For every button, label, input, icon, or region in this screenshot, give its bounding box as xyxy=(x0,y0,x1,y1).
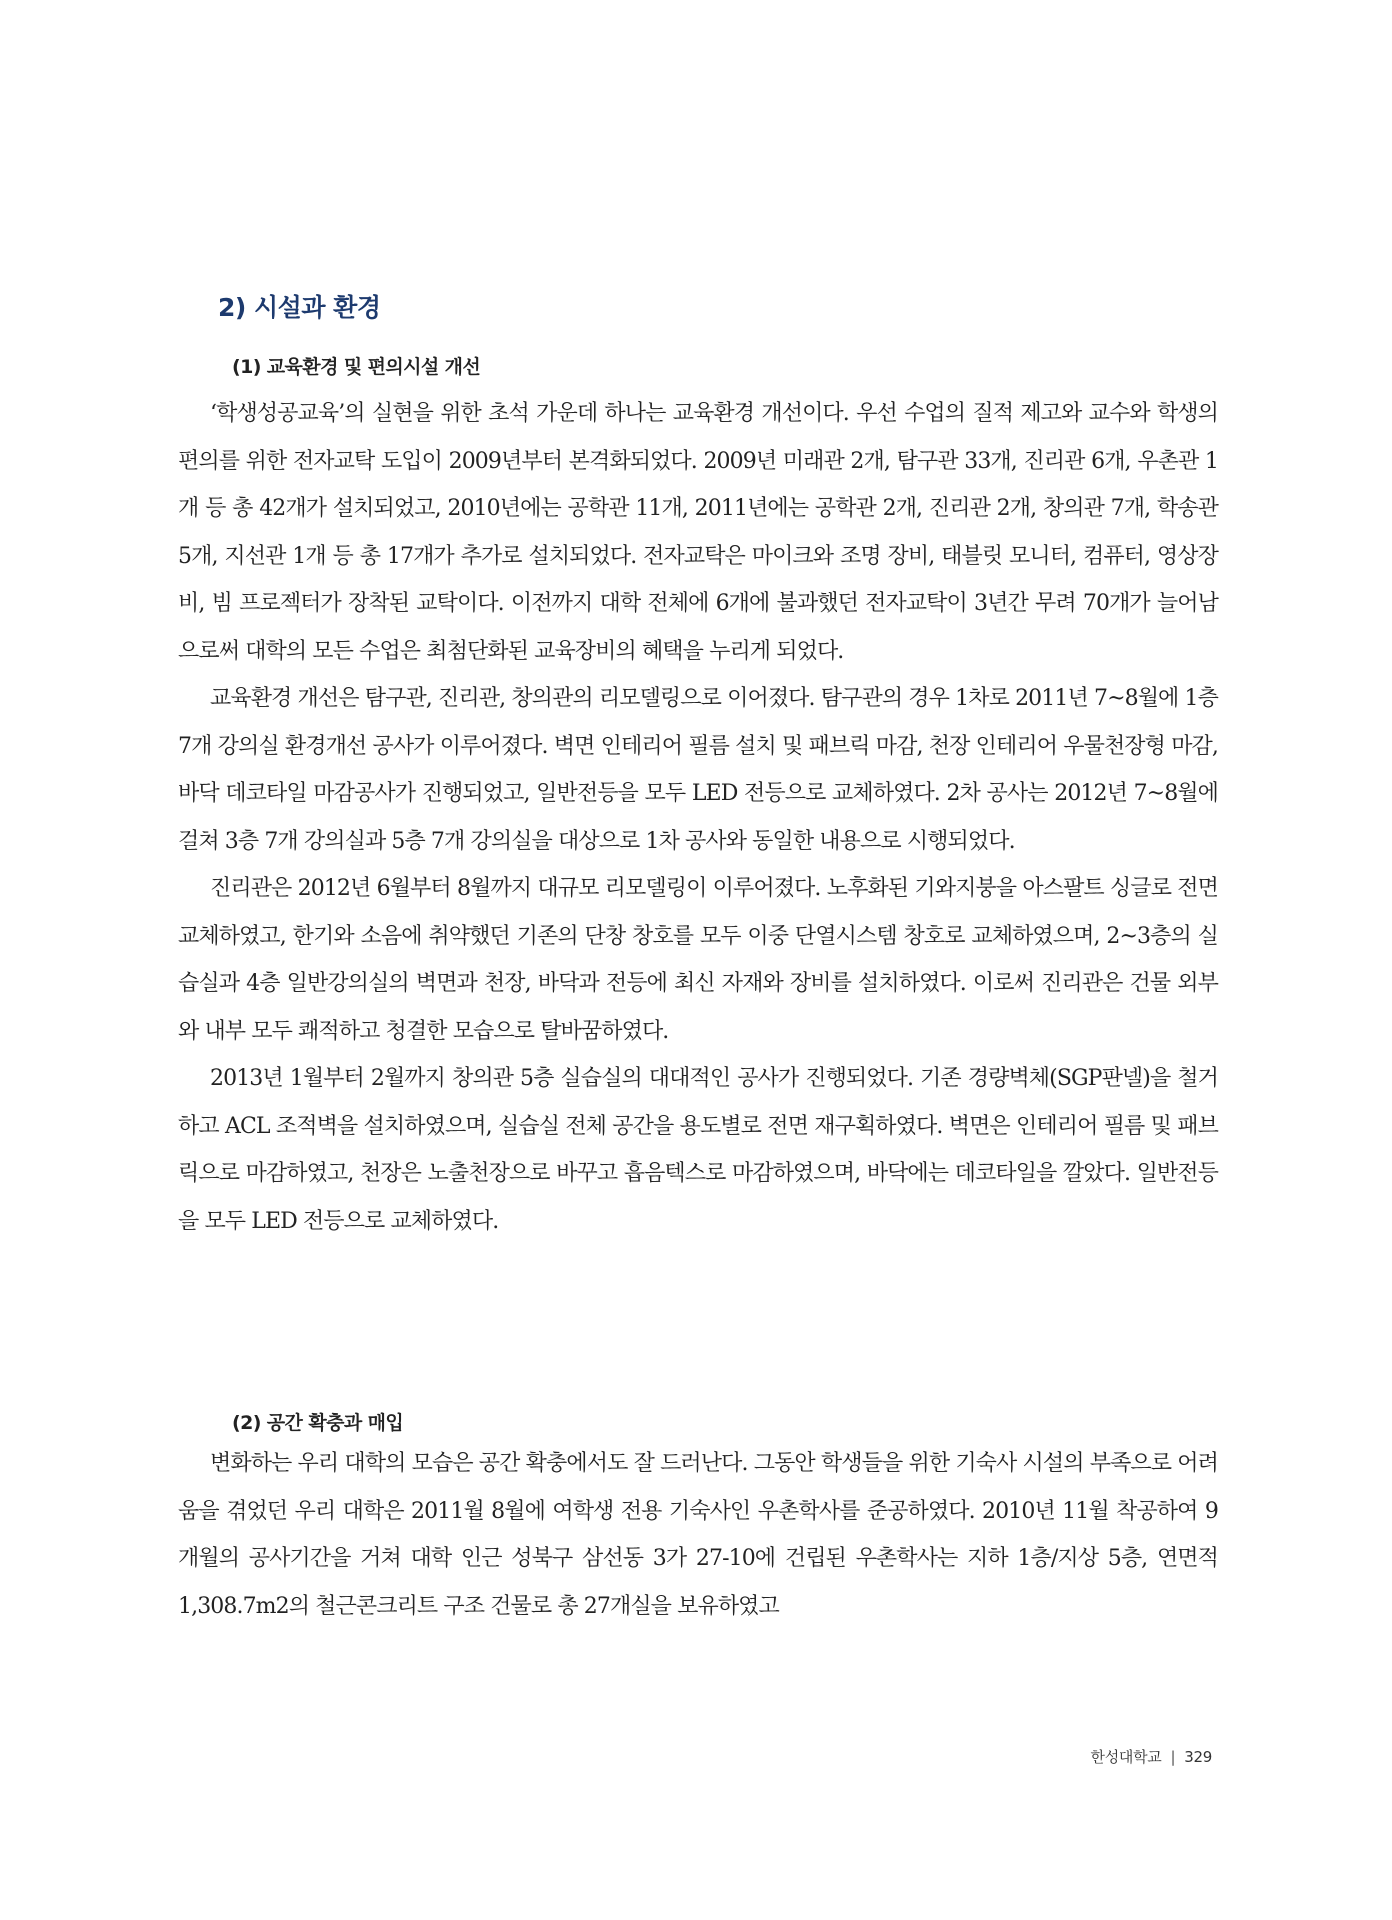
page-number: 329 xyxy=(1184,1748,1212,1766)
paragraph: ‘학생성공교육’의 실현을 위한 초석 가운데 하나는 교육환경 개선이다. 우선 수업의 질적 제고와 교수와 학생의 편의를 위한 전자교탁 도입이 2009년부터 본격화되었다. 2009년 미래관 2개, 탐구관 33개, 진리관 6개, 우촌관 1개 등 총 42개가 설치되었고, 2010년에는 공학관 11개, 2011년에는 공학관 2개, 진리관 2개, 창의관 7개, 학송관 5개, 지선관 1개 등 총 17개가 추가로 설치되었다. 전자교탁은 마이크와 조명 장비, 태블릿 모니터, 컴퓨터, 영상장비, 빔 프로젝터가 장착된 교탁이다. 이전까지 대학 전체에 6개에 불과했던 전자교탁이 3년간 무려 70개가 늘어남으로써 대학의 모든 수업은 최첨단화된 교육장비의 혜택을 누리게 되었다. xyxy=(178,401,1218,664)
subsection-body xyxy=(178,390,1218,1245)
footer-university: 한성대학교 xyxy=(1090,1748,1162,1766)
subsection-title: (2) 공간 확충과 매입 xyxy=(232,1412,404,1434)
subsection-body xyxy=(178,1440,1218,1630)
section-title: 2) 시설과 환경 xyxy=(218,293,381,322)
paragraph: 2013년 1월부터 2월까지 창의관 5층 실습실의 대대적인 공사가 진행되었다. 기존 경량벽체(SGP판넬)을 철거하고 ACL 조적벽을 설치하였으며, 실습실 전체 공간을 용도별로 전면 재구획하였다. 벽면은 인테리어 필름 및 패브릭으로 마감하였고, 천장은 노출천장으로 바꾸고 흡음텍스로 마감하였으며, 바닥에는 데코타일을 깔았다. 일반전등을 모두 LED 전등으로 교체하였다. xyxy=(178,1066,1218,1234)
paragraph: 진리관은 2012년 6월부터 8월까지 대규모 리모델링이 이루어졌다. 노후화된 기와지붕을 아스팔트 싱글로 전면 교체하였고, 한기와 소음에 취약했던 기존의 단창 창호를 모두 이중 단열시스템 창호로 교체하였으며, 2~3층의 실습실과 4층 일반강의실의 벽면과 천장, 바닥과 전등에 최신 자재와 장비를 설치하였다. 이로써 진리관은 건물 외부와 내부 모두 쾌적하고 청결한 모습으로 탈바꿈하였다. xyxy=(178,876,1218,1044)
footer-separator: | xyxy=(1170,1748,1176,1766)
subsection-title: (1) 교육환경 및 편의시설 개선 xyxy=(232,356,481,378)
page-footer xyxy=(1091,1746,1212,1767)
paragraph: 변화하는 우리 대학의 모습은 공간 확충에서도 잘 드러난다. 그동안 학생들을 위한 기숙사 시설의 부족으로 어려움을 겪었던 우리 대학은 2011월 8월에 여학생 전용 기숙사인 우촌학사를 준공하였다. 2010년 11월 착공하여 9개월의 공사기간을 거쳐 대학 인근 성북구 삼선동 3가 27-10에 건립된 우촌학사는 지하 1층/지상 5층, 연면적 1,308.7m2의 철근콘크리트 구조 건물로 총 27개실을 보유하였고 xyxy=(178,1451,1218,1619)
paragraph: 교육환경 개선은 탐구관, 진리관, 창의관의 리모델링으로 이어졌다. 탐구관의 경우 1차로 2011년 7~8월에 1층 7개 강의실 환경개선 공사가 이루어졌다. 벽면 인테리어 필름 설치 및 패브릭 마감, 천장 인테리어 우물천장형 마감, 바닥 데코타일 마감공사가 진행되었고, 일반전등을 모두 LED 전등으로 교체하였다. 2차 공사는 2012년 7~8월에 걸쳐 3층 7개 강의실과 5층 7개 강의실을 대상으로 1차 공사와 동일한 내용으로 시행되었다. xyxy=(178,686,1218,854)
